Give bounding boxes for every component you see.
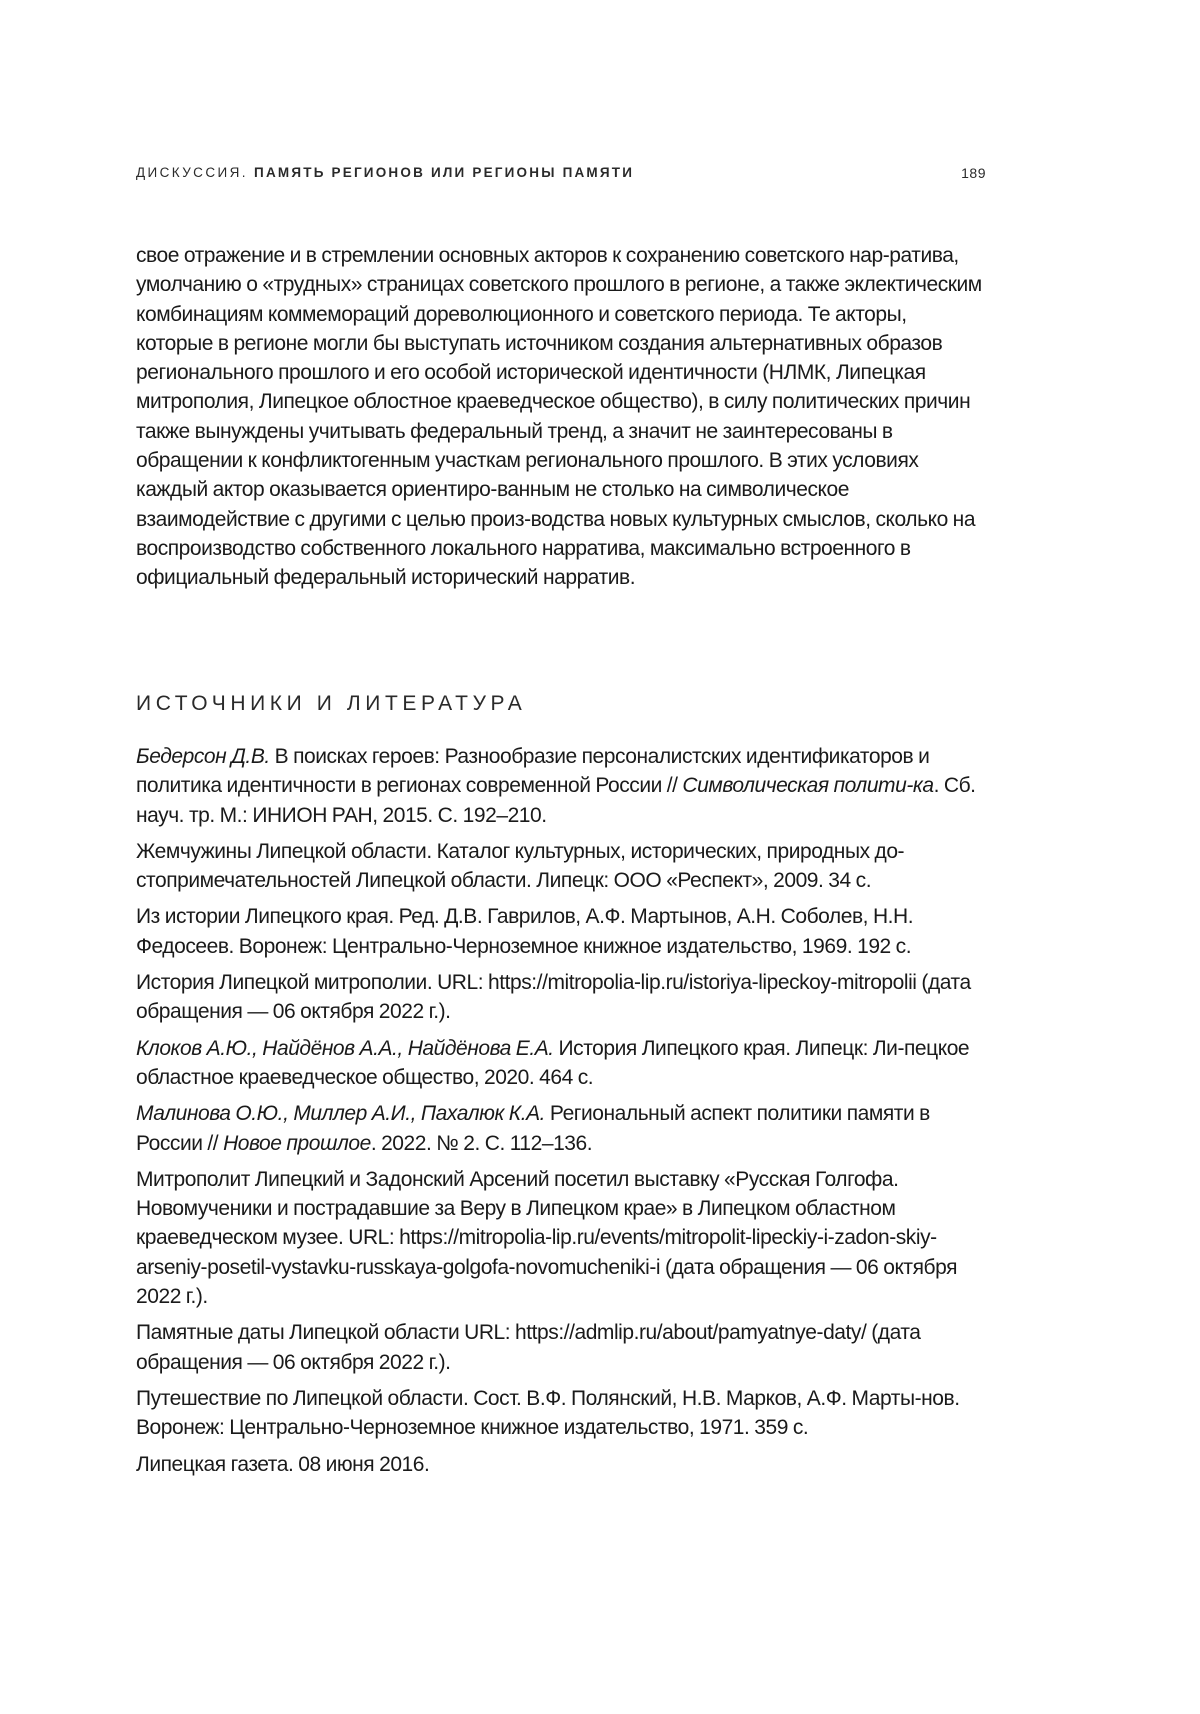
reference-item: [136, 1034, 986, 1093]
reference-text: Памятные даты Липецкой области URL: https://admlip.ru/about/pamyatnye-daty/ (дата обращения — 06 октября 2022 г.).: [136, 1321, 921, 1373]
document-page: [0, 0, 1200, 1714]
reference-tail: . Сб. науч. тр. М.: ИНИОН РАН, 2015. С. 192–210.: [136, 774, 976, 826]
reference-item: [136, 968, 986, 1027]
reference-text: Митрополит Липецкий и Задонский Арсений посетил выставку «Русская Голгофа. Новомученики и пострадавшие за Веру в Липецком крае» в Липецком областном краеведческом музее. URL: https://mitropolia-lip.ru/events/mitropolit-lipeckiy-i-zadon-skiy-arseniy-posetil-vystavku-russkaya-golgofa-novomucheniki-i (дата обращения — 06 октября 2022 г.).: [136, 1168, 957, 1308]
reference-authors: Бедерсон Д.В.: [136, 745, 270, 768]
references-list: [136, 742, 986, 1486]
reference-item: [136, 837, 986, 896]
reference-item: [136, 1384, 986, 1443]
reference-item: [136, 1099, 986, 1158]
reference-item: [136, 742, 986, 830]
reference-item: [136, 1165, 986, 1311]
reference-tail: . 2022. № 2. С. 112–136.: [371, 1132, 592, 1155]
reference-source-title: Новое прошлое: [223, 1132, 371, 1155]
reference-text: Региональный аспект политики памяти в России //: [136, 1102, 930, 1154]
reference-item: [136, 1450, 986, 1479]
reference-authors: Клоков А.Ю., Найдёнов А.А., Найдёнова Е.А.: [136, 1037, 554, 1060]
reference-item: [136, 902, 986, 961]
reference-text: Путешествие по Липецкой области. Сост. В.Ф. Полянский, Н.В. Марков, А.Ф. Марты-нов. Воронеж: Центрально-Черноземное книжное издательство, 1971. 359 с.: [136, 1387, 960, 1439]
reference-text: В поисках героев: Разнообразие персоналистских идентификаторов и политика идентичности в регионах современной России //: [136, 745, 929, 797]
reference-text: Липецкая газета. 08 июня 2016.: [136, 1453, 429, 1476]
reference-authors: Малинова О.Ю., Миллер А.И., Пахалюк К.А.: [136, 1102, 545, 1125]
page-number: 189: [961, 165, 986, 181]
reference-text: История Липецкого края. Липецк: Ли-пецкое областное краеведческое общество, 2020. 464 с.: [136, 1037, 969, 1089]
body-paragraph: свое отражение и в стремлении основных акторов к сохранению советского нар-ратива, умолчанию о «трудных» страницах советского прошлого в регионе, а также эклектическим комбинациям коммемораций дореволюционного и советского периода. Те акторы, которые в регионе могли бы выступать источником создания альтернативных образов регионального прошлого и его особой исторической идентичности (НЛМК, Липецкая митрополия, Липецкое облостное краеведческое общество), в силу политических причин также вынуждены учитывать федеральный тренд, а значит не заинтересованы в обращении к конфликтогенным участкам регионального прошлого. В этих условиях каждый актор оказывается ориентиро-ванным не столько на символическое взаимодействие с другими с целью произ-водства новых культурных смыслов, сколько на воспроизводство собственного локального нарратива, максимально встроенного в официальный федеральный исторический нарратив.: [136, 241, 986, 593]
running-head: [136, 165, 986, 187]
running-head-title: ПАМЯТЬ РЕГИОНОВ ИЛИ РЕГИОНЫ ПАМЯТИ: [254, 165, 634, 180]
running-head-section: ДИСКУССИЯ.: [136, 165, 248, 180]
reference-text: Из истории Липецкого края. Ред. Д.В. Гаврилов, А.Ф. Мартынов, А.Н. Соболев, Н.Н. Федосеев. Воронеж: Центрально-Черноземное книжное издательство, 1969. 192 с.: [136, 905, 913, 957]
reference-text: Жемчужины Липецкой области. Каталог культурных, исторических, природных до-стопримечательностей Липецкой области. Липецк: ООО «Респект», 2009. 34 с.: [136, 840, 904, 892]
reference-source-title: Символическая полити-ка: [682, 774, 933, 797]
reference-text: История Липецкой митрополии. URL: https://mitropolia-lip.ru/istoriya-lipeckoy-mitropolii (дата обращения — 06 октября 2022 г.).: [136, 971, 971, 1023]
references-heading: ИСТОЧНИКИ И ЛИТЕРАТУРА: [136, 692, 526, 716]
reference-item: [136, 1318, 986, 1377]
